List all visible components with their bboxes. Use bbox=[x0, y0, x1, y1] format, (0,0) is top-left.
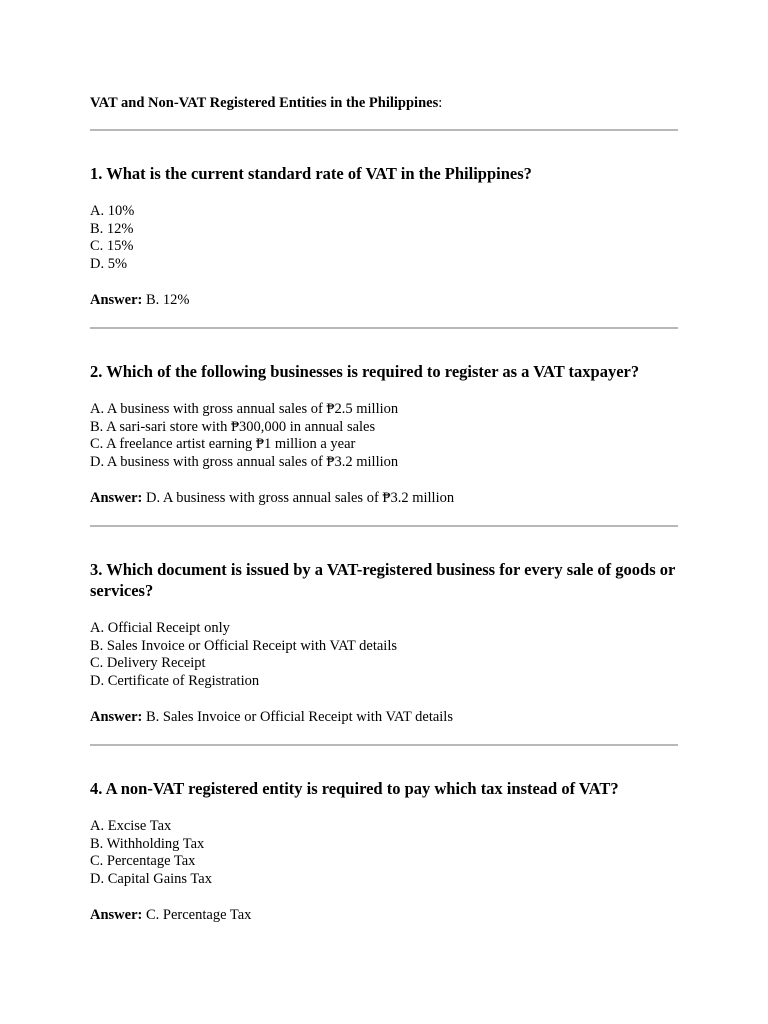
document-title-colon: : bbox=[438, 95, 443, 111]
answer-label: Answer: bbox=[90, 709, 143, 725]
answer-label: Answer: bbox=[90, 490, 143, 506]
option-d: D. 5% bbox=[90, 255, 128, 272]
question-block-3 bbox=[90, 559, 678, 726]
option-c: C. 15% bbox=[90, 238, 134, 254]
answer-label: Answer: bbox=[90, 292, 143, 308]
question-block-4 bbox=[90, 778, 678, 924]
option-a: A. 10% bbox=[90, 203, 135, 219]
answer-line bbox=[90, 906, 678, 924]
answer-line bbox=[90, 489, 678, 507]
answer-value: B. Sales Invoice or Official Receipt with VAT details bbox=[142, 709, 453, 725]
option-d: D. Capital Gains Tax bbox=[90, 870, 212, 887]
option-b: B. 12% bbox=[90, 220, 134, 237]
option-c: C. Percentage Tax bbox=[90, 853, 196, 869]
question-text: 2. Which of the following businesses is required to register as a VAT taxpayer? bbox=[90, 362, 640, 381]
option-d: D. A business with gross annual sales of ₱3.2 million bbox=[90, 453, 399, 470]
answer-line bbox=[90, 708, 678, 726]
question-text: 4. A non-VAT registered entity is required to pay which tax instead of VAT? bbox=[90, 779, 619, 798]
answer-label: Answer: bbox=[90, 907, 143, 923]
answer-value: C. Percentage Tax bbox=[142, 907, 252, 923]
option-b: B. Withholding Tax bbox=[90, 835, 205, 852]
answer-value: D. A business with gross annual sales of ₱3.2 million bbox=[142, 490, 455, 506]
option-a: A. Excise Tax bbox=[90, 818, 172, 834]
section-divider bbox=[90, 327, 678, 329]
option-d: D. Certificate of Registration bbox=[90, 672, 260, 689]
option-c: C. Delivery Receipt bbox=[90, 655, 206, 671]
option-list bbox=[90, 620, 678, 690]
section-divider bbox=[90, 525, 678, 527]
option-list bbox=[90, 203, 678, 273]
option-list bbox=[90, 818, 678, 888]
section-divider bbox=[90, 129, 678, 131]
option-a: A. Official Receipt only bbox=[90, 620, 230, 636]
option-b: B. Sales Invoice or Official Receipt with VAT details bbox=[90, 637, 397, 654]
section-divider bbox=[90, 744, 678, 746]
document-title bbox=[90, 94, 678, 112]
question-block-2 bbox=[90, 361, 678, 507]
answer-value: B. 12% bbox=[142, 292, 190, 308]
answer-line bbox=[90, 291, 678, 309]
option-c: C. A freelance artist earning ₱1 million a year bbox=[90, 436, 356, 452]
question-text: 1. What is the current standard rate of VAT in the Philippines? bbox=[90, 164, 532, 183]
option-list bbox=[90, 401, 678, 471]
document-title-text: VAT and Non-VAT Registered Entities in the Philippines bbox=[90, 95, 439, 111]
option-b: B. A sari-sari store with ₱300,000 in annual sales bbox=[90, 418, 376, 435]
option-a: A. A business with gross annual sales of ₱2.5 million bbox=[90, 401, 399, 417]
question-text: 3. Which document is issued by a VAT-registered business for every sale of goods or services? bbox=[90, 560, 676, 600]
question-block-1 bbox=[90, 163, 678, 309]
